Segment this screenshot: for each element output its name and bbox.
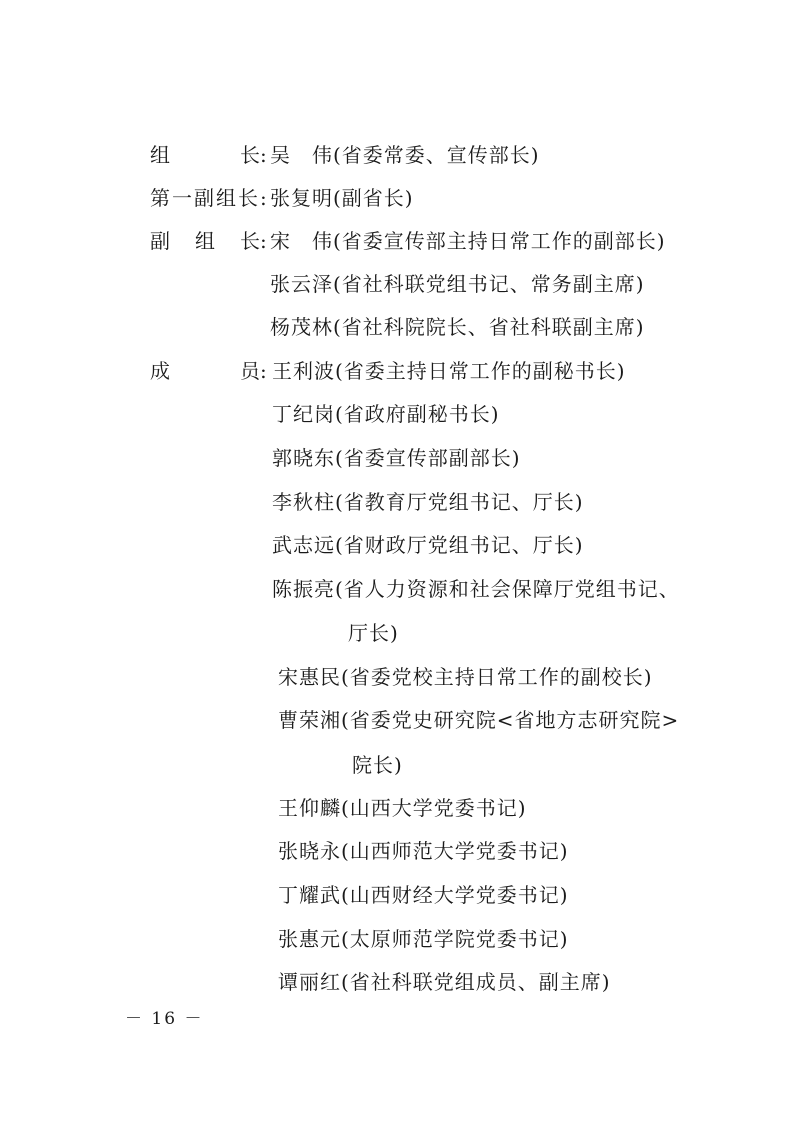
member-entry: 丁耀武(山西财经大学党委书记): [278, 883, 569, 907]
member-entry-continuation: 院长): [352, 753, 403, 777]
member-entry: 李秋柱(省教育厅党组书记、厅长): [272, 490, 584, 514]
deputy-entry: 杨茂林(省社科院院长、省社科联副主席): [270, 315, 645, 339]
member-entry: 丁纪岗(省政府副秘书长): [272, 402, 500, 426]
member-entry-continuation: 厅长): [348, 621, 399, 645]
role-char: 组: [150, 143, 170, 167]
role-char: 组: [195, 229, 215, 253]
member-entry: 王仰麟(山西大学党委书记): [278, 796, 527, 820]
role-separator: :: [260, 186, 267, 210]
deputy-entry: 张云泽(省社科联党组书记、常务副主席): [270, 272, 645, 296]
member-entry: 郭晓东(省委宣传部副部长): [272, 446, 521, 470]
role-separator: :: [260, 143, 267, 167]
first-deputy-entry: 张复明(副省长): [270, 186, 414, 210]
leader-entry: 吴 伟(省委常委、宣传部长): [270, 143, 540, 167]
role-label-member: [150, 358, 260, 384]
role-label-first-deputy: 第一副组长: [150, 186, 260, 210]
role-char: 长: [240, 143, 260, 167]
role-label-deputy: [150, 228, 260, 254]
deputy-entry: 宋 伟(省委宣传部主持日常工作的副部长): [270, 229, 666, 253]
member-entry: 王利波(省委主持日常工作的副秘书长): [272, 359, 626, 383]
page-number: － 16 －: [125, 1009, 204, 1029]
member-entry: 宋惠民(省委党校主持日常工作的副校长): [278, 665, 653, 689]
member-entry: 张晓永(山西师范大学党委书记): [278, 839, 569, 863]
member-entry: 武志远(省财政厅党组书记、厅长): [272, 533, 584, 557]
role-char: 长: [240, 229, 260, 253]
member-entry: 陈振亮(省人力资源和社会保障厅党组书记、: [272, 577, 680, 601]
role-char: 副: [150, 229, 170, 253]
role-separator: :: [260, 229, 267, 253]
member-entry: 曹荣湘(省委党史研究院<省地方志研究院>: [278, 708, 680, 732]
member-entry: 谭丽红(省社科联党组成员、副主席): [278, 970, 611, 994]
role-separator: :: [260, 359, 267, 383]
role-char: 员: [240, 359, 260, 383]
role-char: 成: [150, 359, 170, 383]
member-entry: 张惠元(太原师范学院党委书记): [278, 927, 569, 951]
role-label-leader: [150, 142, 260, 168]
